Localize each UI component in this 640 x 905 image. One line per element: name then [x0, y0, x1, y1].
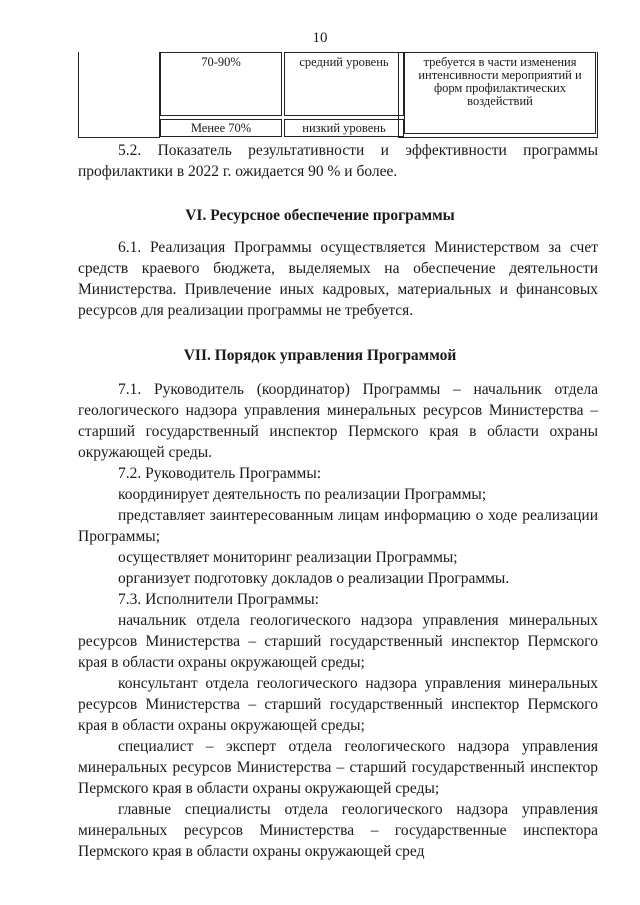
duty-item: координирует деятельность по реализации Программы; — [118, 486, 487, 503]
executor-item: консультант отдела геологического надзора управления минеральных ресурсов Министерства – старший государственный инспектор Пермского края в области охраны окружающей среды; — [78, 675, 598, 734]
requirement-line-4: воздействий — [467, 94, 533, 108]
paragraph-5-2-block — [78, 140, 598, 182]
paragraph-7-3: 7.3. Исполнители Программы: — [118, 591, 319, 608]
percent-value-row2: Менее 70% — [190, 121, 252, 135]
table-outer-left-cell — [78, 52, 160, 138]
section-7-heading: VII. Порядок управления Программой — [183, 347, 457, 364]
table-cell-percent-row1 — [160, 52, 282, 116]
table-cell-requirement — [404, 52, 596, 134]
paragraph-7-1: 7.1. Руководитель (координатор) Программы – начальник отдела геологического надзора управления минеральных ресурсов Министерства – старший государственный инспектор Пермского края в области охраны окружающей среды. — [78, 381, 598, 461]
executor-item: начальник отдела геологического надзора управления минеральных ресурсов Министерства – старший государственный инспектор Пермского края в области охраны окружающей среды; — [78, 612, 598, 671]
paragraph-6-1: 6.1. Реализация Программы осуществляется Министерством за счет средств краевого бюджета, выделяемых на обеспечение деятельности Министерства. Привлечение иных кадровых, материальных и финансовых ресурсов для реализации программы не требуется. — [78, 239, 598, 319]
executor-item: главные специалисты отдела геологического надзора управления минеральных ресурсов Министерства – государственные инспектора Пермского края в области охраны окружающей сред — [78, 801, 598, 860]
requirement-line-2: интенсивности мероприятий и — [418, 68, 582, 82]
table-cell-percent-row2 — [160, 119, 282, 137]
duty-item: организует подготовку докладов о реализации Программы. — [118, 570, 510, 587]
level-value-row2: низкий уровень — [302, 121, 386, 135]
executor-item: специалист – эксперт отдела геологического надзора управления минеральных ресурсов Министерства – старший государственный инспектор Пермского края в области охраны окружающей среды; — [78, 738, 598, 797]
requirement-line-3: форм профилактических — [434, 81, 566, 95]
section-7-body — [78, 379, 598, 862]
page-number: 10 — [312, 30, 328, 46]
table-cell-level-row2 — [284, 119, 404, 137]
paragraph-5-2: 5.2. Показатель результативности и эффективности программы профилактики в 2022 г. ожидается 90 % и более. — [78, 142, 598, 180]
level-value-row1: средний уровень — [299, 55, 389, 69]
requirement-line-1: требуется в части изменения — [423, 55, 577, 69]
criteria-table — [78, 52, 598, 138]
duty-item: представляет заинтересованным лицам информацию о ходе реализации Программы; — [78, 507, 598, 545]
paragraph-6-1-block — [78, 237, 598, 321]
section-6-heading: VI. Ресурсное обеспечение программы — [185, 207, 455, 224]
paragraph-7-2: 7.2. Руководитель Программы: — [118, 465, 322, 482]
duty-item: осуществляет мониторинг реализации Программы; — [118, 549, 458, 566]
table-cell-level-row1 — [284, 52, 404, 116]
percent-value-row1: 70-90% — [201, 55, 241, 69]
